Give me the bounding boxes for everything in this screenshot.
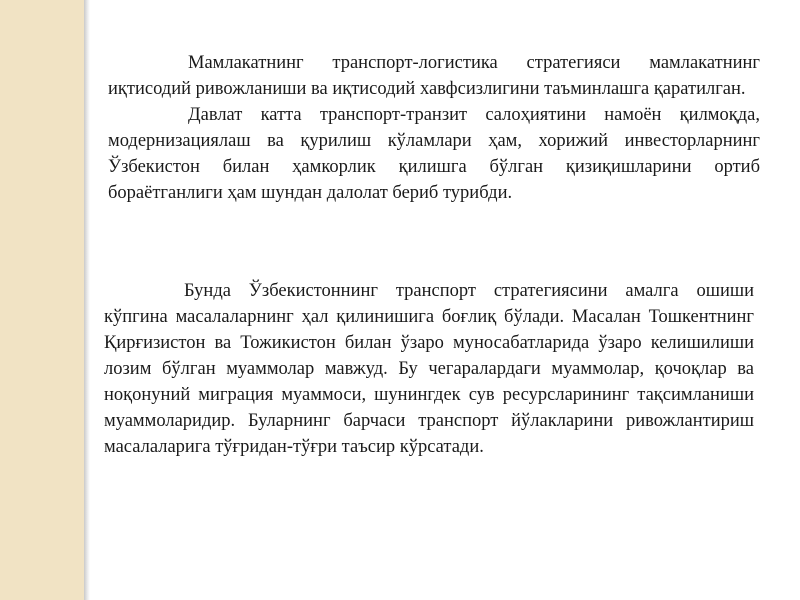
paragraph-regional-issues: Бунда Ўзбекистоннинг транспорт стратегиясини амалга ошиши кўпгина масалаларнинг ҳал қилинишига боғлиқ бўлади. Масалан Тошкентнинг Қирғизистон ва Тожикистон билан ўзаро муносабатларида ўзаро келишилиши лозим бўлган муаммолар мавжуд. Бу чегаралардаги муаммолар, қочоқлар ва ноқонуний миграция муаммоси, шунингдек сув ресурсларининг тақсимланиши муаммоларидир. Буларнинг барчаси транспорт йўлакларини ривожлантириш масалаларига тўғридан-тўғри таъсир кўрсатади. bbox=[104, 281, 754, 457]
decorative-left-bar bbox=[0, 0, 84, 600]
paragraph-transit-potential: Давлат катта транспорт-транзит салоҳиятини намоён қилмоқда, модернизациялаш ва қурилиш кўламлари ҳам, хорижий инвесторларнинг Ўзбекистон билан ҳамкорлик қилишга бўлган қизиқишларини ортиб бораётганлиги ҳам шундан далолат бериб турибди. bbox=[108, 105, 760, 203]
text-block-top bbox=[108, 50, 760, 206]
paragraph-strategy: Мамлакатнинг транспорт-логистика стратегияси мамлакатнинг иқтисодий ривожланиши ва иқтисодий хавфсизлигини таъминлашга қаратилган. bbox=[108, 53, 760, 99]
text-block-bottom bbox=[104, 278, 754, 460]
left-bar-shadow bbox=[84, 0, 90, 600]
